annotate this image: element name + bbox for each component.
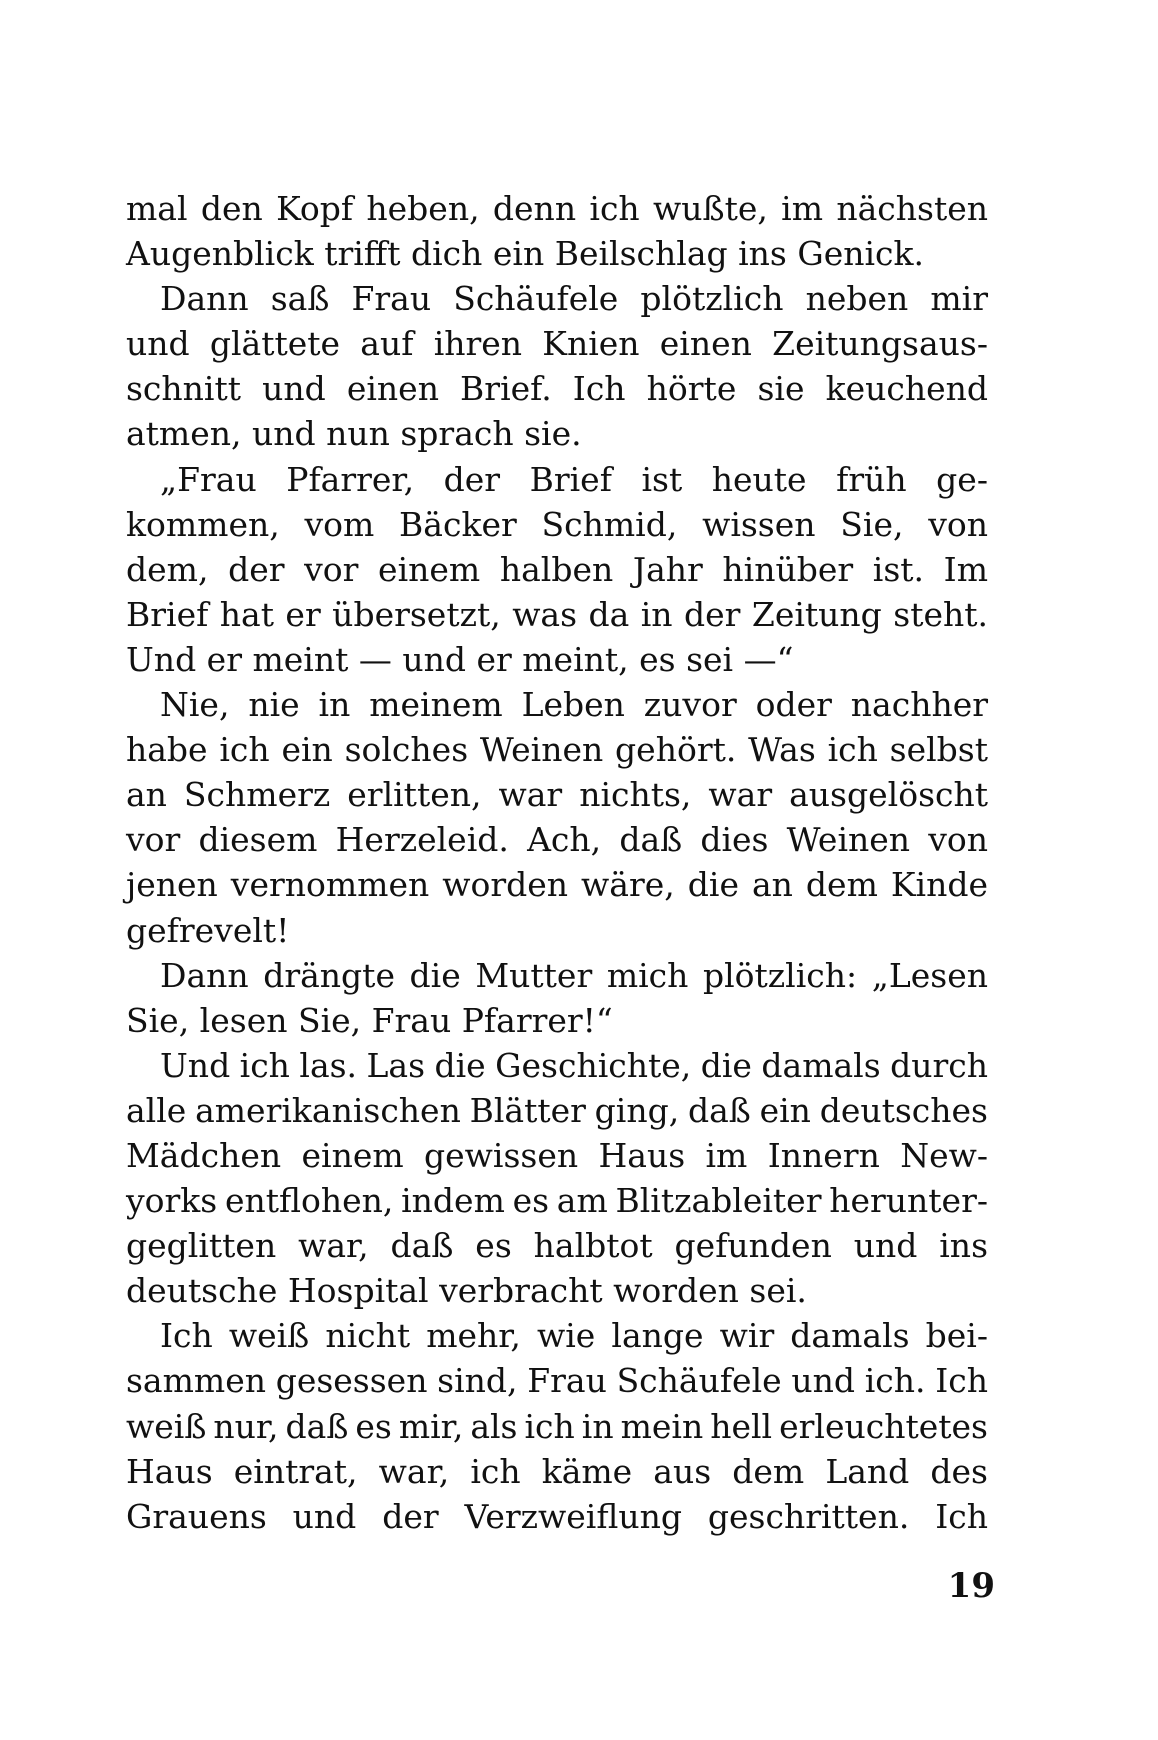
text-line: Und er meint — und er meint, es sei —“ [126,639,794,679]
text-line: geglitten war, daß es halbtot gefunden und ins [126,1226,988,1266]
text-line: Und ich las. Las die Geschichte, die damals durch [160,1045,988,1085]
text-line: habe ich ein solches Weinen gehört. Was ich selbst [126,730,988,770]
text-line: kommen, vom Bäcker Schmid, wissen Sie, von [126,504,988,544]
text-line: Mädchen einem gewissen Haus im Innern New- [126,1135,988,1175]
text-line: alle amerikanischen Blätter ging, daß ein deutsches [126,1090,988,1130]
text-line: gefrevelt! [126,910,290,950]
text-line: Dann drängte die Mutter mich plötzlich: „Lesen [160,955,988,995]
text-line: dem, der vor einem halben Jahr hinüber ist. Im [126,549,988,589]
text-line: und glättete auf ihren Knien einen Zeitungsaus- [126,324,988,364]
text-line: Nie, nie in meinem Leben zuvor oder nachher [160,685,988,725]
text-line: Augenblick trifft dich ein Beilschlag ins Genick. [126,234,925,274]
text-line: Brief hat er übersetzt, was da in der Zeitung steht. [126,594,988,634]
text-line: schnitt und einen Brief. Ich hörte sie keuchend [126,369,988,409]
text-line: an Schmerz erlitten, war nichts, war ausgelöscht [126,775,988,815]
text-line: deutsche Hospital verbracht worden sei. [126,1271,807,1311]
text-line: „Frau Pfarrer, der Brief ist heute früh ge- [160,459,988,499]
text-line: jenen vernommen worden wäre, die an dem Kinde [126,865,988,905]
text-line: yorks entflohen, indem es am Blitzableiter herunter- [126,1181,988,1221]
text-line: vor diesem Herzeleid. Ach, daß dies Weinen von [126,820,988,860]
page-number: 19 [947,1566,995,1606]
text-line: Dann saß Frau Schäufele plötzlich neben mir [160,279,988,319]
text-line: weiß nur, daß es mir, als ich in mein hell erleuchtetes [126,1406,988,1446]
text-line: mal den Kopf heben, denn ich wußte, im nächsten [126,189,988,228]
text-line: Sie, lesen Sie, Frau Pfarrer!“ [126,1000,613,1040]
text-line: Grauens und der Verzweiflung geschritten. Ich [126,1496,988,1536]
text-line: atmen, und nun sprach sie. [126,414,582,454]
text-line: Ich weiß nicht mehr, wie lange wir damals bei- [160,1316,988,1356]
text-line: sammen gesessen sind, Frau Schäufele und ich. Ich [126,1361,988,1401]
body-text [126,186,988,1539]
text-line: Haus eintrat, war, ich käme aus dem Land des [126,1451,988,1491]
